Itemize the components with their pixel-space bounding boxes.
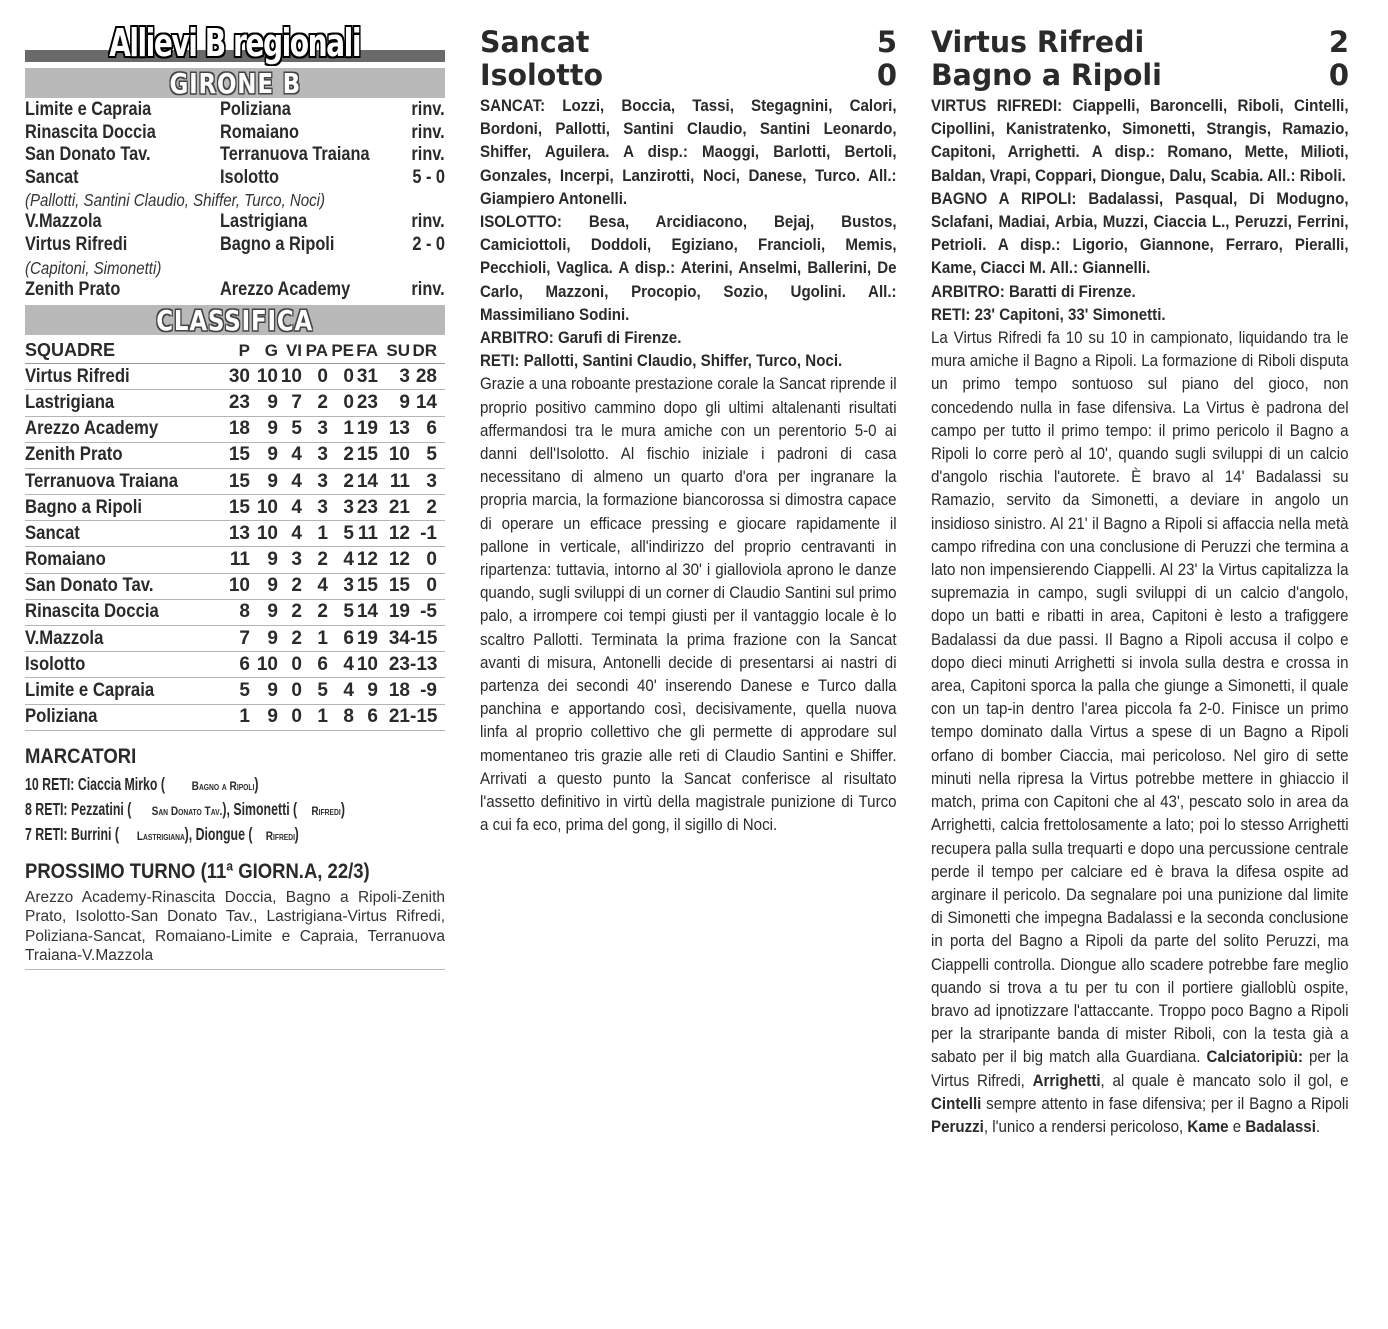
- stat-cell: 9: [267, 601, 278, 623]
- table-row: [25, 469, 445, 495]
- stat-cell: 23: [356, 496, 378, 518]
- scorer-team: Rifredi: [311, 803, 341, 818]
- stat-cell: 0: [426, 549, 437, 571]
- table-row: [25, 600, 445, 626]
- scorer-team: Rifredi: [265, 828, 296, 843]
- team-cell: [25, 575, 215, 597]
- stat-cell: 12: [356, 549, 378, 571]
- table-row: [25, 652, 445, 678]
- stat-cell: 14: [356, 601, 378, 623]
- stat-cell: 18: [388, 680, 410, 701]
- stat-cell: 28: [415, 365, 437, 387]
- referee: ARBITRO: Garufi di Firenze.: [480, 328, 682, 348]
- stat-cell: 10: [228, 575, 250, 597]
- scorer-team: San Donato Tav.: [151, 803, 223, 818]
- column-header: G: [264, 340, 278, 360]
- stat-cell: 10: [356, 653, 378, 675]
- result-scorers: [25, 257, 445, 279]
- girone-header: [25, 68, 445, 98]
- scorer-line: [25, 773, 445, 798]
- stat-cell: 23: [228, 391, 250, 413]
- result-row: [25, 144, 445, 167]
- stat-cell: 0: [291, 653, 302, 675]
- stat-cell: -15: [410, 627, 438, 649]
- result-home: V.Mazzola: [25, 211, 102, 233]
- match-home-team: Virtus Rifredi: [931, 25, 1145, 59]
- match-report-virtus: [931, 26, 1349, 1138]
- marcatori-list: [25, 773, 445, 848]
- stat-cell: 3: [317, 496, 328, 518]
- stat-cell: 1: [317, 522, 328, 544]
- team-name: Terranuova Traiana: [25, 470, 179, 492]
- stat-cell: 0: [343, 391, 354, 413]
- stat-cell: 9: [267, 627, 278, 649]
- standings-table: [25, 364, 445, 731]
- team-cell: [25, 366, 215, 388]
- scorer-line: [25, 798, 445, 823]
- stat-cell: 14: [356, 470, 378, 492]
- result-away: Lastrigiana: [220, 211, 308, 233]
- stat-cell: 8: [343, 706, 354, 728]
- scorer-text: ), Diongue (: [184, 823, 253, 844]
- team-cell: [25, 523, 215, 545]
- stat-cell: 2: [317, 601, 328, 623]
- stat-cell: 6: [426, 418, 437, 440]
- stat-cell: 2: [426, 496, 437, 518]
- table-row: [25, 495, 445, 521]
- result-score: rinv.: [411, 144, 445, 166]
- stat-cell: -13: [410, 653, 438, 675]
- stat-cell: -9: [420, 680, 437, 701]
- match-narrative: Grazie a una roboante prestazione corale la Sancat riprende il proprio positivo cammino dopo gli ultimi altalenanti risultati affermandosi tra le mura amiche con un perentorio 5-0 ai danni dell'Isolotto. Al fischio iniziale i padroni di casa necessitano di almeno un quarto d'ora per ingranare la propria marcia, la formazione biancorossa si dimostra capace di operare un efficace pressing e giocare rapidamente il pallone in verticale, all'indirizzo del proprio centravanti in ripartenza: tuttavia, intorno al 30' i gialloviola aprono le danze quando, sugli sviluppi di un corner di Claudio Santini sul primo palo, a irrompere coi tempi giusti per il vantaggio locale è lo scaltro Pallotti. Terminata la prima frazione con la Sancat avanti di misura, Antonelli decide di presentarsi ai nastri di partenza dei secondi 40' inserendo Danese e Turco dalla panchina e apportando così, decisivamente, quella nuova linfa al proprio collettivo che gli permette di approdare sul momentaneo tris grazie alle reti di Claudio Santini e Shiffer. Arrivati a questo punto la Sancat conferisce al risultato l'assetto definitivo in virtù della magistrale punizione di Turco a cui fa eco, prima del gong, il sigillo di Noci.: [480, 374, 897, 835]
- stat-cell: 3: [426, 470, 437, 492]
- marcatori-title-text: MARCATORI: [25, 744, 137, 768]
- stat-cell: 0: [291, 680, 302, 701]
- classifica-label: CLASSIFICA: [156, 303, 314, 337]
- team-name: Limite e Capraia: [25, 680, 155, 701]
- match-home-score: 2: [1328, 25, 1349, 59]
- highlight-player: Kame: [1187, 1116, 1229, 1136]
- stat-cell: 1: [317, 706, 328, 728]
- stat-cell: 9: [267, 391, 278, 413]
- team-name: Romaiano: [25, 549, 106, 571]
- result-row: [25, 167, 445, 190]
- result-score: rinv.: [411, 278, 445, 300]
- column-header: DR: [412, 340, 437, 360]
- standings-column: [25, 18, 445, 970]
- result-home: Rinascita Doccia: [25, 121, 156, 143]
- stat-cell: 9: [267, 549, 278, 571]
- result-away: Isolotto: [220, 166, 280, 188]
- stat-cell: 10: [280, 365, 302, 387]
- column-header: PE: [331, 340, 354, 360]
- stat-cell: 15: [388, 575, 410, 597]
- team-name: Virtus Rifredi: [25, 365, 130, 387]
- team-name: Arezzo Academy: [25, 418, 159, 440]
- table-row: [25, 547, 445, 573]
- match-home-line: [931, 26, 1349, 59]
- stat-cell: 2: [343, 444, 354, 466]
- result-home: Zenith Prato: [25, 278, 121, 300]
- stat-cell: 9: [267, 575, 278, 597]
- stat-cell: 9: [267, 470, 278, 492]
- stat-cell: 2: [317, 391, 328, 413]
- goals: RETI: Pallotti, Santini Claudio, Shiffer, Turco, Noci.: [480, 351, 843, 371]
- away-lineup: ISOLOTTO: Besa, Arcidiacono, Bejaj, Bustos, Camiciottoli, Doddoli, Egiziano, Francioli, Memis, Pecchioli, Vaglica. A disp.: Aterini, Anselmi, Ballerini, De Carlo, Mazzoni, Procopio, Sozio, Ugolini. All.: Massimiliano Sodini.: [480, 212, 897, 324]
- result-away: Arezzo Academy: [220, 278, 351, 300]
- stat-cell: 4: [291, 522, 302, 544]
- scorer-text: 10 RETI: Ciaccia Mirko (: [25, 773, 165, 794]
- column-header: FA: [356, 340, 378, 360]
- result-row: [25, 211, 445, 234]
- result-home: Limite e Capraia: [25, 99, 152, 120]
- scorer-team: Bagno a Ripoli: [191, 778, 255, 793]
- stat-cell: 3: [399, 365, 410, 387]
- stat-cell: 15: [228, 496, 250, 518]
- stat-cell: 4: [343, 680, 354, 701]
- table-row: [25, 443, 445, 469]
- page-title: Allievi B regionali: [109, 21, 361, 65]
- team-name: San Donato Tav.: [25, 575, 154, 597]
- table-row: [25, 705, 445, 731]
- stat-cell: 13: [228, 522, 250, 544]
- classifica-header: [25, 305, 445, 335]
- prossimo-fixtures: Arezzo Academy-Rinascita Doccia, Bagno a Ripoli-Zenith Prato, Isolotto-San Donato Tav., Lastrigiana-Virtus Rifredi, Poliziana-Sancat, Romaiano-Limite e Capraia, Terranuova Traiana-V.Mazzola: [25, 888, 445, 970]
- stat-cell: 19: [356, 418, 378, 440]
- referee: ARBITRO: Baratti di Firenze.: [931, 281, 1136, 301]
- result-scorers: [25, 189, 445, 211]
- stat-cell: 18: [228, 418, 250, 440]
- stat-cell: 13: [388, 418, 410, 440]
- stat-cell: -5: [420, 601, 437, 623]
- stat-cell: 10: [256, 496, 278, 518]
- stat-cell: 30: [228, 365, 250, 387]
- column-header: VI: [285, 340, 302, 360]
- stat-cell: 3: [343, 496, 354, 518]
- stat-cell: 11: [229, 549, 250, 571]
- marcatori-title: [25, 745, 445, 769]
- table-row: [25, 364, 445, 390]
- stat-cell: 1: [343, 418, 354, 440]
- stat-cell: 14: [415, 391, 437, 413]
- table-row: [25, 390, 445, 416]
- stat-cell: 5: [291, 418, 302, 440]
- stat-cell: 4: [317, 575, 328, 597]
- stat-cell: 4: [343, 653, 354, 675]
- standings-header-row: [25, 338, 445, 364]
- match-home-team: Sancat: [480, 25, 590, 59]
- match-away-team: Bagno a Ripoli: [931, 58, 1162, 92]
- scorer-text: 7 RETI: Burrini (: [25, 823, 119, 844]
- stat-cell: 15: [228, 444, 250, 466]
- scorer-line: [25, 823, 445, 848]
- stat-cell: 9: [267, 706, 278, 728]
- prossimo-title: [25, 860, 445, 884]
- result-home: Virtus Rifredi: [25, 233, 128, 255]
- prossimo-title-text: PROSSIMO TURNO (11ª GIORN.A, 22/3): [25, 859, 370, 883]
- scorer-text: 8 RETI: Pezzatini (: [25, 798, 132, 819]
- goals: RETI: 23' Capitoni, 33' Simonetti.: [931, 304, 1166, 324]
- stat-cell: 4: [291, 496, 302, 518]
- highlight-player: Peruzzi: [931, 1116, 984, 1136]
- stat-cell: 5: [343, 522, 354, 544]
- scorer-text: ), Simonetti (: [222, 798, 298, 819]
- results-list: [25, 99, 445, 301]
- highlight-player: Badalassi: [1245, 1116, 1316, 1136]
- highlight-player: Arrighetti: [1032, 1070, 1101, 1090]
- stat-cell: 15: [228, 470, 250, 492]
- stat-cell: 15: [356, 575, 378, 597]
- match-narrative-text: La Virtus Rifredi fa 10 su 10 in campionato, liquidando tra le mura amiche il Bagno a Ripoli. La formazione di Riboli disputa un primo tempo sontuoso sul piano del gioco, non concedendo nulla in fase difensiva. La Virtus è padrona del campo per tutto il primo tempo: il primo pericolo il Bagno a Ripoli lo corre però al 10', quando sugli sviluppi di un calcio d'angolo rischia l'autorete. È bravo al 14' Badalassi su Ramazio, servito da Simonetti, a deviare in angolo un insidioso sinistro. Al 21' il Bagno a Ripoli si affaccia nella metà campo rifredina con una conclusione di Peruzzi che termina a lato non impensierendo Ciappelli. Al 23' la Virtus capitalizza la supremazia in campo, sugli sviluppi di un calcio d'angolo, dopo un batti e ribatti in area, Capitoni è lesto a trafiggere Badalassi da due passi. Il Bagno a Ripoli accusa il colpo e dopo dieci minuti Arrighetti si invola sulla destra e crossa in area, Capitoni sporca la palla che giunge a Simonetti, il quale con un tap-in dentro l'area piccola fa 2-0. Finisce un primo tempo dominato dalla Virtus a spese di un Bagno a Ripoli orfano di bomber Ciaccia, mai pericoloso. Nel giro di sette minuti nella ripresa la Virtus potrebbe mettere in ghiaccio il match, prima con Capitoni che al 43', pescato solo in area da Arrighetti, calcia frettolosamente a lato; poi lo stesso Arrighetti recupera palla sulla trequarti e dopo una percussione centrale perde il tempo per calciare ed è brava la difesa ospite ad arginare il pericolo. Da segnalare poi una punizione dal limite di Simonetti che impegna Badalassi e la seconda conclusione in porta del Bagno a Ripoli da parte del solito Peruzzi, ma Ciappelli controlla. Diongue allo scadere potrebbe fare meglio quando si trova a tu per tu con il portiere gialloblù ospite, bravo ad ipnotizzare l'attaccante. Troppo poco Bagno a Ripoli per la straripante banda di mister Riboli, con la testa già a sabato per il big match alla Guardiana.: [931, 328, 1349, 1067]
- stat-cell: 2: [317, 549, 328, 571]
- match-narrative: [931, 326, 1349, 1138]
- result-score: rinv.: [411, 211, 445, 233]
- stat-cell: 4: [343, 549, 354, 571]
- team-cell: [25, 680, 215, 702]
- match-away-line: [931, 59, 1349, 92]
- team-cell: [25, 418, 215, 440]
- stat-cell: 0: [291, 706, 302, 728]
- stat-cell: 10: [256, 522, 278, 544]
- team-cell: [25, 628, 215, 650]
- result-away: Poliziana: [220, 99, 291, 120]
- stat-cell: 11: [389, 470, 410, 492]
- stat-cell: 10: [256, 365, 278, 387]
- calciatoripiu-text: , l'unico a rendersi pericoloso,: [983, 1116, 1188, 1136]
- stat-cell: 12: [388, 522, 410, 544]
- column-header: PA: [305, 340, 328, 360]
- result-score: rinv.: [411, 121, 445, 143]
- stat-cell: 5: [343, 601, 354, 623]
- stat-cell: 3: [317, 444, 328, 466]
- stat-cell: 2: [291, 627, 302, 649]
- team-cell: [25, 471, 215, 493]
- away-lineup: BAGNO A RIPOLI: Badalassi, Pasqual, Di Modugno, Sclafani, Madiai, Arbia, Muzzi, Ciaccia L., Peruzzi, Ferrini, Petrioli. A disp.: Ligorio, Giannone, Ferraro, Pieralli, Kame, Ciacci M. All.: Giannelli.: [931, 188, 1349, 278]
- match-home-line: [480, 26, 897, 59]
- result-home: San Donato Tav.: [25, 144, 151, 166]
- stat-cell: 6: [239, 653, 250, 675]
- match-away-score: 0: [1328, 58, 1349, 92]
- stat-cell: 9: [367, 680, 378, 701]
- stat-cell: 5: [239, 680, 250, 701]
- match-body: [480, 94, 897, 837]
- table-row: [25, 417, 445, 443]
- calciatoripiu-text: .: [1315, 1116, 1321, 1136]
- result-row: [25, 122, 445, 145]
- team-cell: [25, 706, 215, 728]
- stat-cell: -1: [420, 522, 437, 544]
- stat-cell: 4: [291, 444, 302, 466]
- team-cell: [25, 497, 215, 519]
- stat-cell: 31: [356, 365, 378, 387]
- stat-cell: 1: [317, 627, 328, 649]
- match-home-score: 5: [876, 25, 897, 59]
- column-header: SQUADRE: [25, 340, 116, 361]
- match-report-sancat: [480, 26, 897, 837]
- scorer-text: ): [295, 823, 300, 844]
- column-header: P: [238, 340, 250, 360]
- calciatoripiu-text: e: [1228, 1116, 1246, 1136]
- home-lineup: VIRTUS RIFREDI: Ciappelli, Baroncelli, Riboli, Cintelli, Cipollini, Kanistratenko, Simonetti, Strangis, Ramazio, Capitoni, Arrighetti. A disp.: Romano, Mette, Milioti, Baldan, Vrapi, Coppari, Diongue, Dalu, Scabia. All.: Riboli.: [931, 96, 1349, 185]
- team-cell: [25, 444, 215, 466]
- stat-cell: 10: [388, 444, 410, 466]
- match-body: [931, 94, 1349, 1138]
- stat-cell: 23: [356, 391, 378, 413]
- stat-cell: 8: [239, 601, 250, 623]
- team-name: Lastrigiana: [25, 391, 115, 413]
- calciatoripiu-text: , al quale è mancato solo il gol, e: [1100, 1070, 1349, 1090]
- highlight-player: Cintelli: [931, 1093, 982, 1113]
- result-away: Bagno a Ripoli: [220, 233, 335, 255]
- stat-cell: 3: [343, 575, 354, 597]
- result-score: rinv.: [411, 99, 445, 120]
- team-cell: [25, 549, 215, 571]
- stat-cell: -15: [410, 706, 438, 728]
- team-cell: [25, 392, 215, 414]
- scorer-text: ): [254, 773, 259, 794]
- stat-cell: 9: [267, 444, 278, 466]
- stat-cell: 2: [291, 575, 302, 597]
- stat-cell: 5: [426, 444, 437, 466]
- stat-cell: 1: [239, 706, 250, 728]
- stat-cell: 10: [256, 653, 278, 675]
- result-away: Terranuova Traiana: [220, 144, 370, 166]
- scorer-text: ): [340, 798, 345, 819]
- column-header: SU: [386, 340, 410, 360]
- team-cell: [25, 654, 215, 676]
- stat-cell: 2: [343, 470, 354, 492]
- stat-cell: 3: [291, 549, 302, 571]
- stat-cell: 0: [426, 575, 437, 597]
- stat-cell: 23: [388, 653, 410, 675]
- match-away-line: [480, 59, 897, 92]
- team-name: Rinascita Doccia: [25, 601, 159, 623]
- team-name: Zenith Prato: [25, 444, 123, 466]
- team-name: V.Mazzola: [25, 627, 104, 649]
- stat-cell: 15: [356, 444, 378, 466]
- stat-cell: 11: [357, 522, 378, 544]
- stat-cell: 34: [388, 627, 410, 649]
- home-lineup: SANCAT: Lozzi, Boccia, Tassi, Stegagnini, Calori, Bordoni, Pallotti, Santini Claudio, Santini Leonardo, Shiffer, Aguilera. A disp.: Maoggi, Barlotti, Bertoli, Gonzales, Incerpi, Lanzirotti, Noci, Danese, Turco. All.: Giampiero Antonelli.: [480, 96, 897, 208]
- stat-cell: 19: [388, 601, 410, 623]
- stat-cell: 21: [388, 706, 410, 728]
- scorer-team: Lastrigiana: [136, 828, 185, 843]
- result-home: Sancat: [25, 166, 79, 188]
- stat-cell: 19: [356, 627, 378, 649]
- team-name: Poliziana: [25, 706, 98, 728]
- stat-cell: 12: [388, 549, 410, 571]
- stat-cell: 9: [399, 391, 410, 413]
- stat-cell: 9: [267, 680, 278, 701]
- team-cell: [25, 601, 215, 623]
- stat-cell: 9: [267, 418, 278, 440]
- table-row: [25, 521, 445, 547]
- table-row: [25, 678, 445, 704]
- calciatoripiu-text: sempre attento in fase difensiva; per il Bagno a Ripoli: [981, 1093, 1349, 1113]
- match-away-score: 0: [876, 58, 897, 92]
- stat-cell: 3: [317, 418, 328, 440]
- team-name: Bagno a Ripoli: [25, 496, 143, 518]
- highlight-player: Calciatoripiù:: [1206, 1047, 1303, 1067]
- team-name: Sancat: [25, 522, 80, 544]
- stat-cell: 6: [367, 706, 378, 728]
- calciatoripiu-text: per la Virtus Rifredi,: [931, 1047, 1349, 1090]
- result-row: [25, 99, 445, 122]
- stat-cell: 2: [291, 601, 302, 623]
- result-scorers-text: (Pallotti, Santini Claudio, Shiffer, Turco, Noci): [25, 190, 326, 211]
- stat-cell: 5: [317, 680, 328, 701]
- girone-label: GIRONE B: [169, 66, 301, 100]
- table-row: [25, 626, 445, 652]
- team-name: Isolotto: [25, 653, 86, 675]
- result-score: 5 - 0: [412, 166, 445, 188]
- match-away-team: Isolotto: [480, 58, 603, 92]
- result-row: [25, 279, 445, 302]
- result-scorers-text: (Capitoni, Simonetti): [25, 257, 162, 278]
- stat-cell: 21: [388, 496, 410, 518]
- result-row: [25, 234, 445, 257]
- result-away: Romaiano: [220, 121, 299, 143]
- result-score: 2 - 0: [412, 233, 445, 255]
- stat-cell: 6: [343, 627, 354, 649]
- stat-cell: 0: [343, 365, 354, 387]
- stat-cell: 4: [291, 470, 302, 492]
- stat-cell: 3: [317, 470, 328, 492]
- section-title-block: [25, 18, 445, 66]
- stat-cell: 0: [317, 365, 328, 387]
- stat-cell: 7: [291, 391, 302, 413]
- stat-cell: 6: [317, 653, 328, 675]
- stat-cell: 7: [239, 627, 250, 649]
- table-row: [25, 574, 445, 600]
